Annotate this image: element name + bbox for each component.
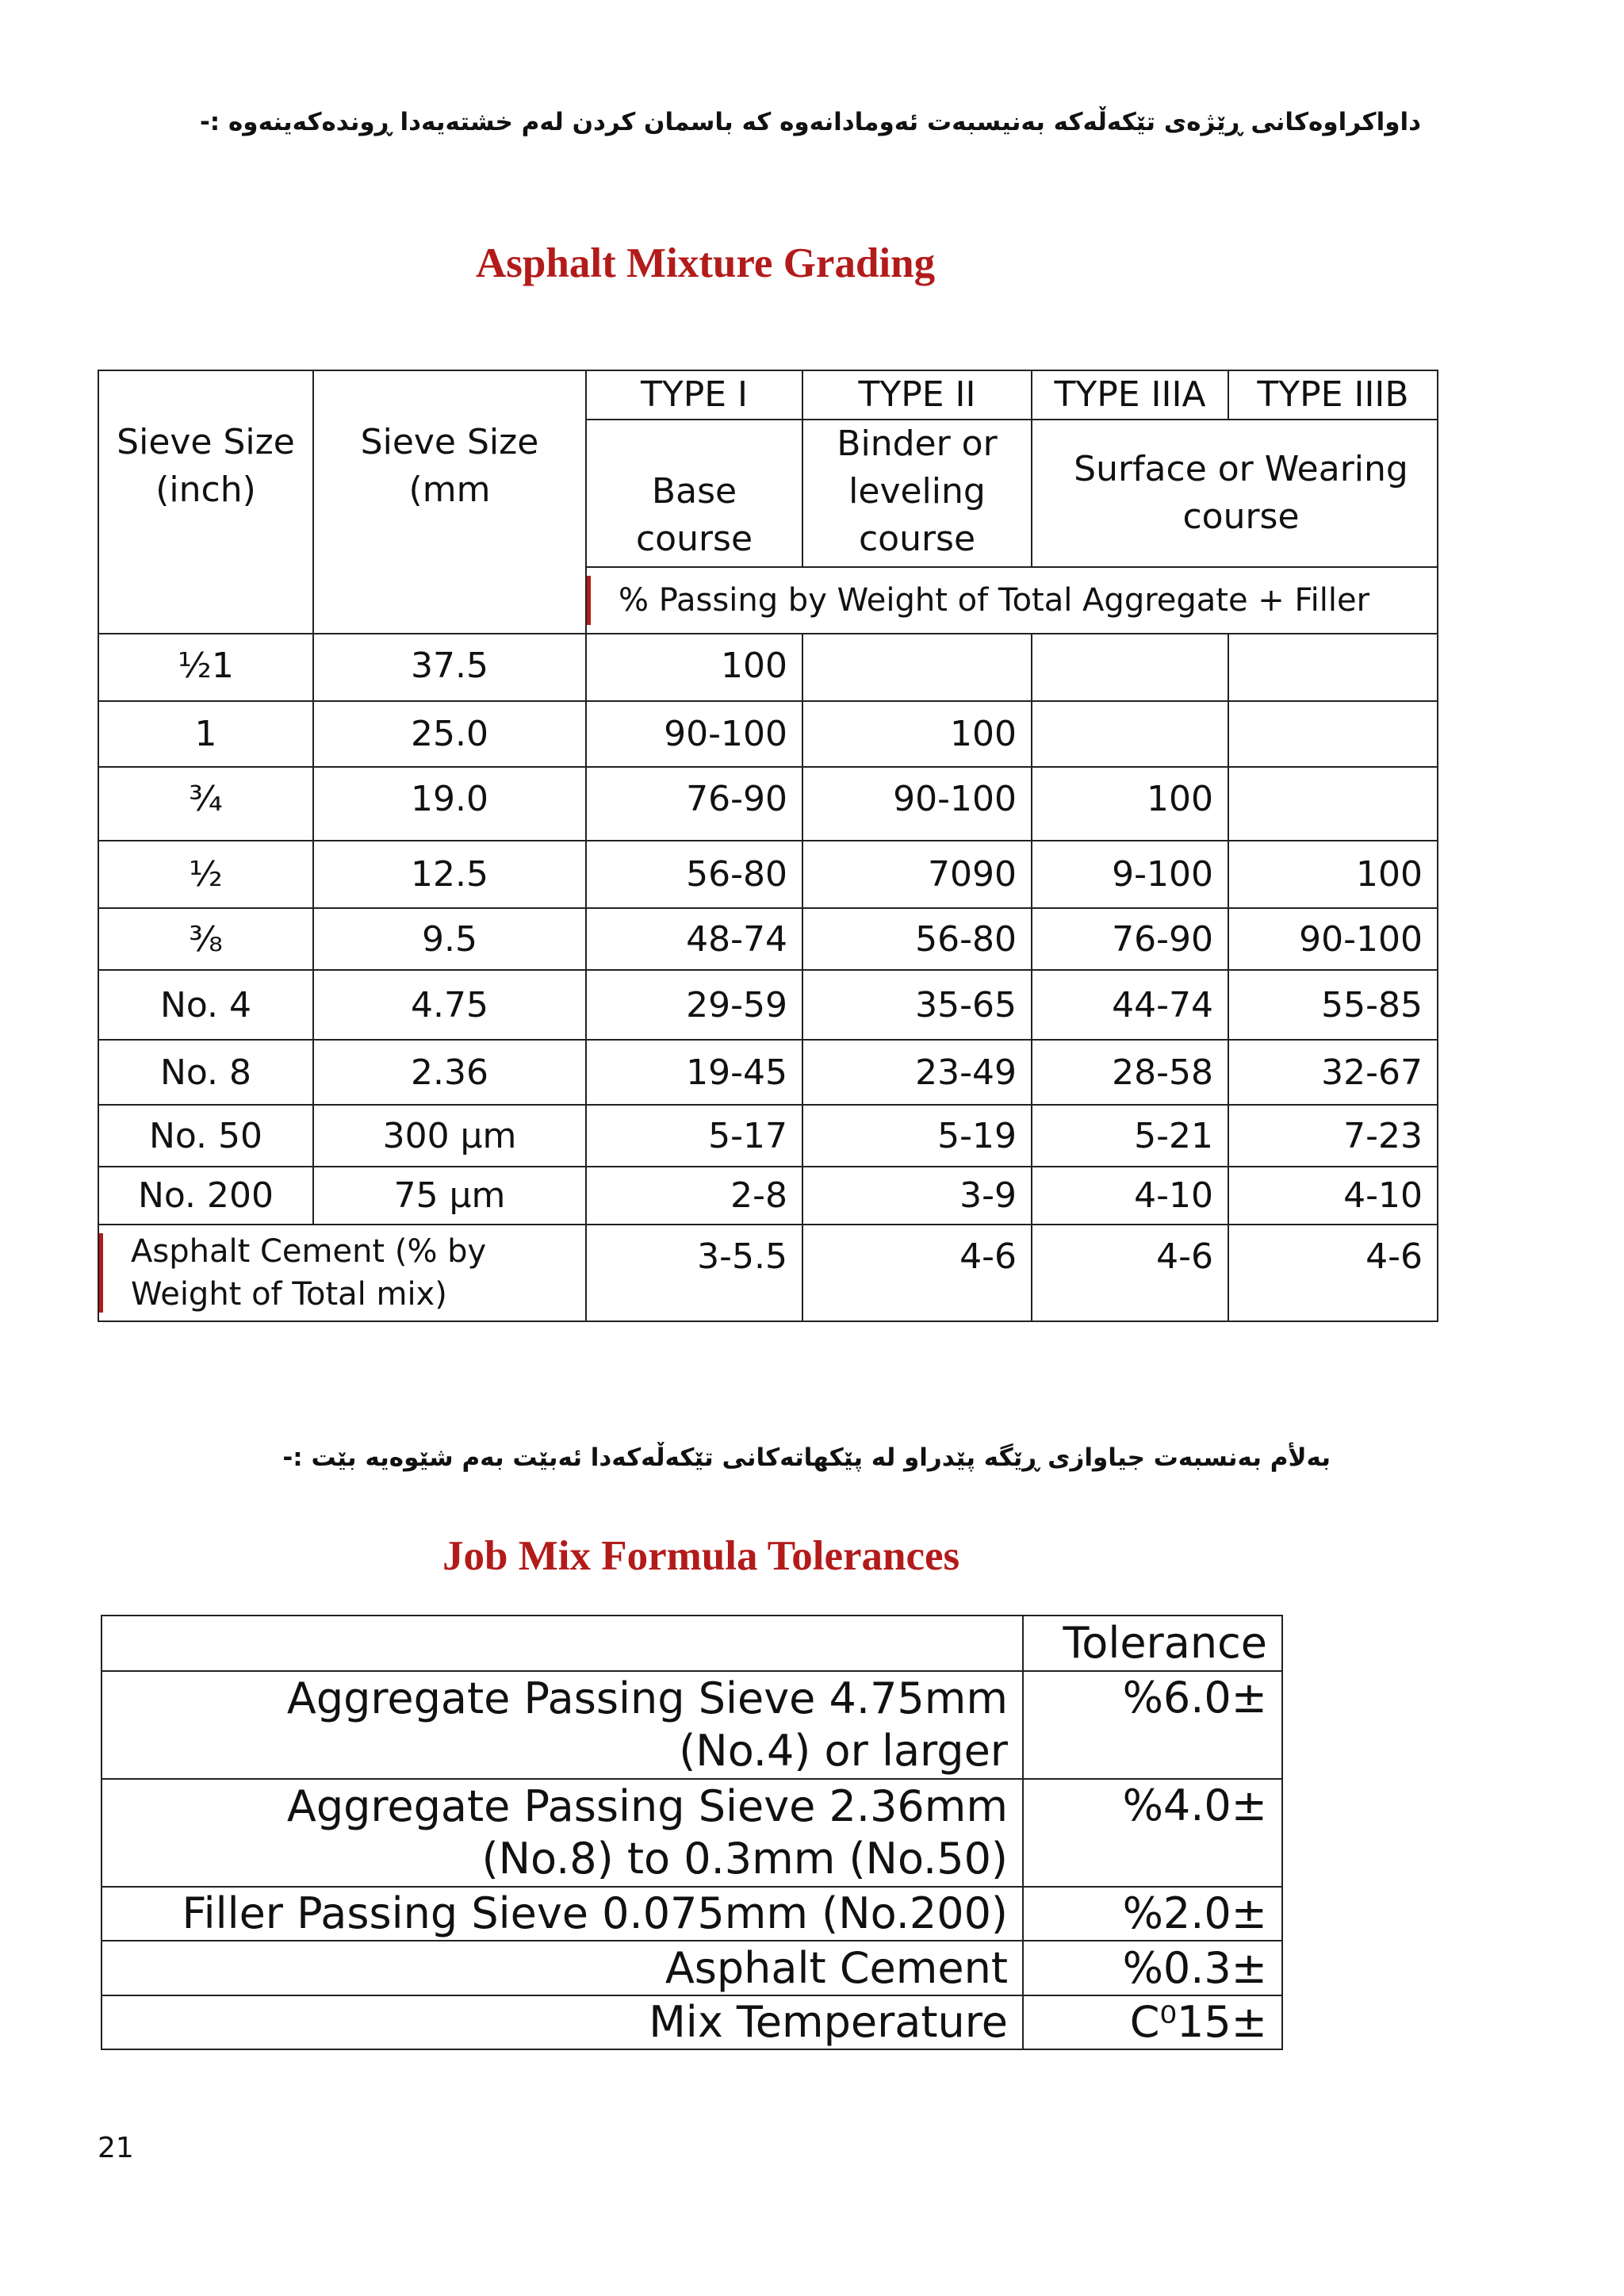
tolerance-label: Aggregate Passing Sieve 4.75mm (No.4) or larger	[102, 1671, 1023, 1779]
cell-type-3b: 55-85	[1228, 970, 1438, 1040]
cell-type-1: 3-5.5	[586, 1225, 802, 1321]
tolerance-header-empty	[102, 1616, 1023, 1671]
cell-type-3b: 32-67	[1228, 1040, 1438, 1105]
header-binder-course: Binder or leveling course	[802, 420, 1032, 567]
cell-mm: 4.75	[313, 970, 586, 1040]
cement-label-cell	[98, 1225, 586, 1321]
tolerances-table	[101, 1615, 1283, 2050]
tolerance-label: Aggregate Passing Sieve 2.36mm (No.8) to 0.3mm (No.50)	[102, 1779, 1023, 1887]
cell-type-3b: 90-100	[1228, 908, 1438, 970]
cell-type-3a	[1032, 634, 1228, 701]
intro-text: داواکراوەکانی ڕێژەی تێکەڵەکە بەنیسبەت ئەومادانەوە کە باسمان کردن لەم خشتەیەدا ڕوندەکەینەوە :-	[199, 108, 1421, 136]
cell-mm: 75 µm	[313, 1167, 586, 1225]
table-row	[98, 767, 1438, 841]
header-sieve-inch: Sieve Size (inch)	[98, 370, 313, 634]
table-row	[98, 841, 1438, 908]
header-sieve-mm: Sieve Size (mm	[313, 370, 586, 634]
header-type-2: TYPE II	[802, 370, 1032, 420]
cement-row	[98, 1225, 1438, 1321]
cell-type-3a: 100	[1032, 767, 1228, 841]
cell-type-1: 76-90	[586, 767, 802, 841]
tolerance-label: Filler Passing Sieve 0.075mm (No.200)	[102, 1887, 1023, 1941]
cell-type-2: 4-6	[802, 1225, 1032, 1321]
mid-text: بەلأم بەنسبەت جیاوازی ڕێگە پێدراو لە پێکهاتەکانی تێکەڵەکەدا ئەبێت بەم شێوەیە بێت :-	[282, 1443, 1331, 1472]
cell-type-3a: 9-100	[1032, 841, 1228, 908]
cell-type-2: 100	[802, 701, 1032, 767]
red-marker	[99, 1233, 103, 1313]
cell-type-3b: 4-10	[1228, 1167, 1438, 1225]
cell-type-3a: 44-74	[1032, 970, 1228, 1040]
header-type-1: TYPE I	[586, 370, 802, 420]
cell-type-2: 56-80	[802, 908, 1032, 970]
cell-type-2: 23-49	[802, 1040, 1032, 1105]
cell-inch: ½	[98, 841, 313, 908]
cell-type-1: 2-8	[586, 1167, 802, 1225]
cell-type-1: 100	[586, 634, 802, 701]
table-row	[98, 970, 1438, 1040]
tolerance-value: %6.0±	[1023, 1671, 1282, 1779]
table-row	[98, 1105, 1438, 1167]
cell-type-2: 3-9	[802, 1167, 1032, 1225]
tolerance-header: Tolerance	[1023, 1616, 1282, 1671]
cell-type-2: 90-100	[802, 767, 1032, 841]
tolerances-title: Job Mix Formula Tolerances	[442, 1533, 960, 1579]
table-row	[102, 1941, 1282, 1995]
header-type-3a: TYPE IIIA	[1032, 370, 1228, 420]
table-row	[98, 701, 1438, 767]
cell-mm: 12.5	[313, 841, 586, 908]
cell-type-3a: 4-10	[1032, 1167, 1228, 1225]
cell-inch: ½1	[98, 634, 313, 701]
cell-inch: 1	[98, 701, 313, 767]
grading-title: Asphalt Mixture Grading	[476, 240, 936, 286]
cell-type-3a: 28-58	[1032, 1040, 1228, 1105]
cell-type-3a: 76-90	[1032, 908, 1228, 970]
cell-mm: 300 µm	[313, 1105, 586, 1167]
cell-inch: No. 200	[98, 1167, 313, 1225]
tolerance-value: C⁰15±	[1023, 1995, 1282, 2049]
cell-type-3b: 7-23	[1228, 1105, 1438, 1167]
cell-type-1: 90-100	[586, 701, 802, 767]
cement-label: Asphalt Cement (% by Weight of Total mix)	[131, 1233, 487, 1313]
tolerance-label: Mix Temperature	[102, 1995, 1023, 2049]
cell-type-3b	[1228, 767, 1438, 841]
cell-type-3b	[1228, 634, 1438, 701]
tolerance-value: %0.3±	[1023, 1941, 1282, 1995]
grading-table	[98, 370, 1438, 1322]
table-row	[98, 1167, 1438, 1225]
cell-mm: 37.5	[313, 634, 586, 701]
cell-type-1: 5-17	[586, 1105, 802, 1167]
cell-type-3a: 5-21	[1032, 1105, 1228, 1167]
passing-header-cell	[586, 567, 1438, 634]
cell-type-3b	[1228, 701, 1438, 767]
cell-type-3a: 4-6	[1032, 1225, 1228, 1321]
page-number: 21	[98, 2132, 134, 2164]
passing-label: % Passing by Weight of Total Aggregate + Filler	[619, 582, 1370, 619]
cell-type-2: 35-65	[802, 970, 1032, 1040]
cell-type-3b: 100	[1228, 841, 1438, 908]
table-row	[102, 1995, 1282, 2049]
header-base-course: Base course	[586, 420, 802, 567]
table-row	[98, 908, 1438, 970]
tolerance-value: %2.0±	[1023, 1887, 1282, 1941]
cell-inch: No. 4	[98, 970, 313, 1040]
table-row	[102, 1671, 1282, 1779]
table-row	[98, 1040, 1438, 1105]
cell-type-1: 48-74	[586, 908, 802, 970]
table-row	[102, 1887, 1282, 1941]
cell-type-1: 56-80	[586, 841, 802, 908]
cell-mm: 9.5	[313, 908, 586, 970]
cell-type-2: 5-19	[802, 1105, 1032, 1167]
tolerance-value: %4.0±	[1023, 1779, 1282, 1887]
cell-type-2	[802, 634, 1032, 701]
cell-mm: 2.36	[313, 1040, 586, 1105]
table-row	[98, 634, 1438, 701]
cell-type-1: 19-45	[586, 1040, 802, 1105]
cell-mm: 25.0	[313, 701, 586, 767]
header-type-3b: TYPE IIIB	[1228, 370, 1438, 420]
cell-type-2: 7090	[802, 841, 1032, 908]
table-row	[102, 1779, 1282, 1887]
tolerance-label: Asphalt Cement	[102, 1941, 1023, 1995]
cell-mm: 19.0	[313, 767, 586, 841]
header-surface-course: Surface or Wearing course	[1032, 420, 1438, 567]
cell-inch: ¾	[98, 767, 313, 841]
red-marker	[587, 576, 591, 625]
cell-inch: ⅜	[98, 908, 313, 970]
cell-type-1: 29-59	[586, 970, 802, 1040]
cell-inch: No. 8	[98, 1040, 313, 1105]
cell-type-3a	[1032, 701, 1228, 767]
cell-type-3b: 4-6	[1228, 1225, 1438, 1321]
cell-inch: No. 50	[98, 1105, 313, 1167]
